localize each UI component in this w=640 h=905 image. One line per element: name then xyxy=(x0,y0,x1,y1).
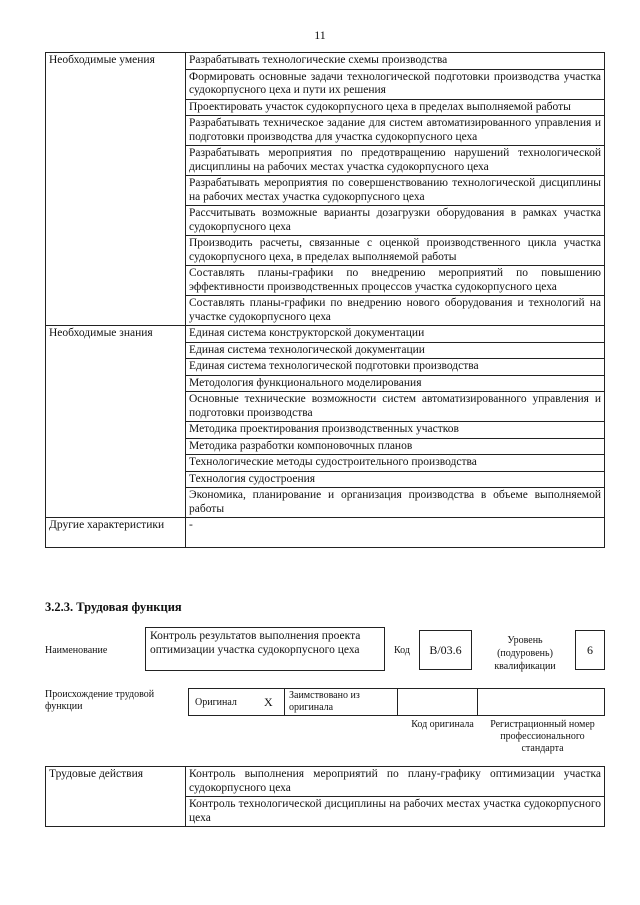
skills-item: Составлять планы-графики по внедрению мероприятий по повышению эффективности производственных процессов участка судокорпусного цеха xyxy=(186,266,605,296)
knowledge-item: Экономика, планирование и организация производства в объеме выполняемой работы xyxy=(186,488,605,518)
function-code-value: B/03.6 xyxy=(429,642,462,657)
name-label: Наименование xyxy=(45,645,108,656)
level-label: Уровень (подуровень) квалификации xyxy=(494,635,556,672)
skills-item: Разрабатывать техническое задание для систем автоматизированного управления и подготовки производства для участка судокорпусного цеха xyxy=(186,116,605,146)
origin-divider xyxy=(284,688,285,716)
skills-item: Формировать основные задачи технологической подготовки производства участка судокорпусного цеха и пути их решения xyxy=(186,69,605,99)
function-name-value: Контроль результатов выполнения проекта оптимизации участка судокорпусного цеха xyxy=(150,630,361,656)
level-value: 6 xyxy=(587,642,593,657)
knowledge-item: Технологические методы судостроительного производства xyxy=(186,455,605,472)
borrowed-label: Заимствовано из оригинала xyxy=(289,690,360,713)
table-row xyxy=(46,767,605,797)
origin-divider xyxy=(397,688,398,716)
knowledge-item: Основные технические возможности систем автоматизированного управления и подготовки производства xyxy=(186,392,605,422)
original-mark: X xyxy=(264,695,273,709)
function-code-box xyxy=(419,630,472,670)
skills-item: Проектировать участок судокорпусного цеха в пределах выполняемой работы xyxy=(186,99,605,116)
knowledge-label: Необходимые знания xyxy=(46,326,186,518)
origin-label: Происхождение трудовой функции xyxy=(45,689,155,712)
requirements-table xyxy=(45,52,605,548)
skills-item: Составлять планы-графики по внедрению нового оборудования и технологий на участке судокорпусного цеха xyxy=(186,296,605,326)
knowledge-item: Единая система технологической подготовки производства xyxy=(186,359,605,376)
page-number: 11 xyxy=(314,28,326,42)
code-label: Код xyxy=(394,645,410,656)
knowledge-item: Методика разработки компоновочных планов xyxy=(186,438,605,455)
actions-table xyxy=(45,766,605,827)
table-row xyxy=(46,326,605,343)
other-value: - xyxy=(186,518,605,548)
skills-item: Разрабатывать мероприятия по предотвращению нарушений технологической дисциплины на рабочих местах участка судокорпусного цеха xyxy=(186,146,605,176)
knowledge-item: Единая система конструкторской документации xyxy=(186,326,605,343)
code-caption: Код оригинала xyxy=(411,719,474,730)
knowledge-item: Методология функционального моделирования xyxy=(186,375,605,392)
other-label: Другие характеристики xyxy=(46,518,186,548)
function-name-box xyxy=(145,627,385,671)
actions-item: Контроль выполнения мероприятий по плану-графику оптимизации участка судокорпусного цеха xyxy=(186,767,605,797)
original-label: Оригинал xyxy=(195,697,237,708)
skills-item: Разрабатывать мероприятия по совершенствованию технологической дисциплины на рабочих местах участка судокорпусного цеха xyxy=(186,176,605,206)
knowledge-item: Технология судостроения xyxy=(186,471,605,488)
reg-caption: Регистрационный номер профессионального стандарта xyxy=(490,719,595,754)
skills-item: Разрабатывать технологические схемы производства xyxy=(186,53,605,70)
table-row xyxy=(46,518,605,548)
table-row xyxy=(46,53,605,70)
section-title: 3.2.3. Трудовая функция xyxy=(45,600,182,614)
origin-divider xyxy=(477,688,478,716)
knowledge-item: Методика проектирования производственных участков xyxy=(186,422,605,439)
skills-item: Производить расчеты, связанные с оценкой производственного цикла участка судокорпусного цеха, в пределах выполняемой работы xyxy=(186,236,605,266)
skills-label: Необходимые умения xyxy=(46,53,186,326)
origin-row xyxy=(188,688,605,716)
actions-label: Трудовые действия xyxy=(46,767,186,827)
knowledge-item: Единая система технологической документации xyxy=(186,342,605,359)
actions-item: Контроль технологической дисциплины на рабочих местах участка судокорпусного цеха xyxy=(186,797,605,827)
level-box xyxy=(575,630,605,670)
skills-item: Рассчитывать возможные варианты дозагрузки оборудования в рамках участка судокорпусного цеха xyxy=(186,206,605,236)
